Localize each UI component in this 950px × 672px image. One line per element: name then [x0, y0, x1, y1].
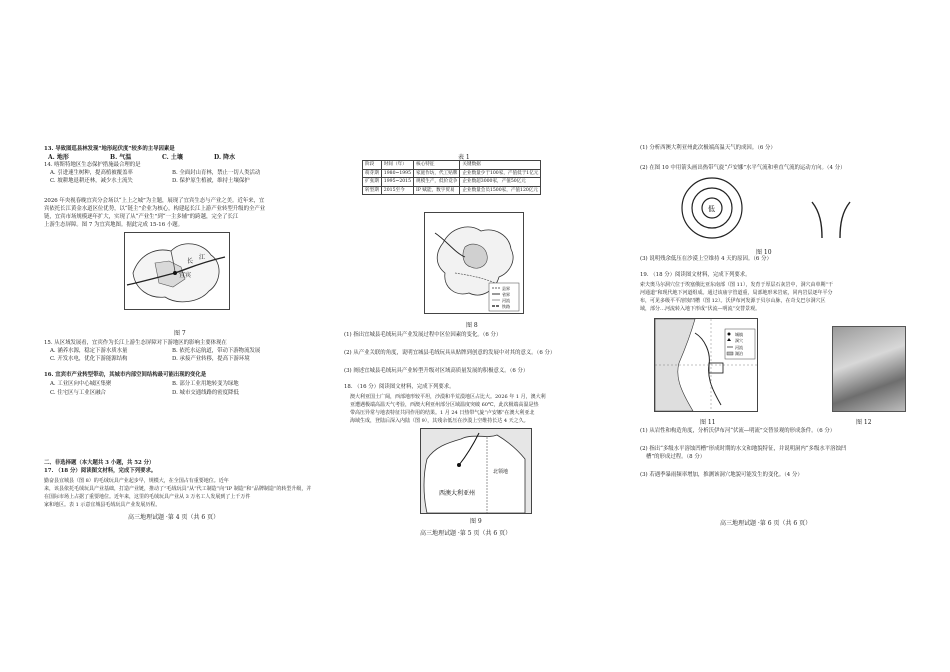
- table-header: 核心特征: [414, 161, 460, 170]
- fig8-legend-label: 河流: [502, 298, 510, 303]
- fig8-map-svg: [425, 213, 523, 313]
- section2-header: 二、非选择题（本大题共 3 小题，共 52 分）: [44, 460, 155, 466]
- q16-option-d: D. 城市交通线路的密度降低: [172, 390, 239, 396]
- figure-8-map: [424, 212, 524, 314]
- q13-option-a: A. 地形: [48, 154, 69, 161]
- table-cell: 企业数超3000家，产值50亿元: [460, 178, 541, 187]
- table-row: [363, 169, 541, 178]
- table-cell: 规模生产，低价竞争: [414, 178, 460, 187]
- q18-sub3: (3) 说明残余低压在沙漠上空维持 4 天的原因。（6 分）: [640, 256, 772, 262]
- fig12-caption: 图 12: [856, 419, 872, 426]
- fig10-center-label: 低: [708, 205, 715, 213]
- fig7-label-jiang: 江: [199, 255, 206, 261]
- fig11-legend-label: 湖泊: [735, 351, 743, 356]
- fig10-caption: 图 10: [756, 249, 772, 256]
- q14-option-a: A. 引进速生树种，提高植被覆盖率: [50, 170, 133, 176]
- table-header: 时间（年）: [381, 161, 413, 170]
- q18-sub1: (1) 分析西澳大利亚州此次极端高温天气的成因。（6 分）: [640, 145, 776, 151]
- q13-option-d: D. 降水: [214, 154, 236, 161]
- fig11-legend-label: 洞穴: [735, 338, 743, 343]
- passage4-line3: 布，可见多级平平溶蚀凹槽（图 12）。沃伊布河发源于贝尔山脉，在奇戈巴尔洞穴区: [640, 298, 826, 304]
- passage3-line2: 亚遭遇极端高温天气考验，西澳大利亚州部分区域温度突破 60℃，此次极端高温是热: [350, 402, 539, 408]
- passage1-line4: 上游生态屏障。图 7 为宜宾地图。据此完成 15-16 小题。: [44, 222, 184, 228]
- fig7-label-chang: 长: [187, 259, 194, 265]
- q16-option-c: C. 住宅区与工业区融合: [50, 390, 106, 396]
- fig7-label-yibin: 宜宾: [179, 273, 192, 279]
- q13-option-c: C. 土壤: [162, 154, 183, 161]
- q18-sub2: (2) 在图 10 中用箭头画出热带气旋“卢安娜”水平气流和垂直气流的运动方向。（4 分）: [640, 165, 846, 171]
- q16-stem: 16. 宜宾市产业转型带动，其城市内部空间结构最可能出现的变化是: [44, 372, 207, 378]
- q13-option-b: B. 气温: [110, 154, 132, 161]
- table-header: 阶段: [363, 161, 382, 170]
- fig8-legend-label: 铁路: [502, 304, 510, 309]
- q14-option-c: C. 坡耕地退耕还林，减少水土流失: [50, 178, 133, 184]
- q16-option-b: B. 部分工业用地转变为绿地: [172, 381, 239, 387]
- q13-header: 13. 导致图巡县林发现“地形起伏度”较多的主导因素是: [44, 146, 175, 152]
- fig7-caption: 图 7: [174, 330, 186, 337]
- fig8-legend-label: 县界: [502, 286, 510, 291]
- q17-sub1: (1) 指出宜城县毛绒玩具产业发展过程中区位因素的变化。（6 分）: [344, 332, 502, 338]
- q14-option-b: B. 全面封山育林，禁止一切人类活动: [172, 170, 261, 176]
- page-4: [0, 0, 320, 672]
- q19-sub2-line2: 槽”的形成过程。（8 分）: [646, 454, 706, 460]
- table-cell: 2015至今: [381, 186, 413, 195]
- passage3-line1: 澳大利亚国土广阔，西部地形较平坦，沙漠和半荒漠地区占比大。2026 年 1 月，澳大利: [350, 394, 546, 400]
- city-marker: [173, 271, 177, 275]
- passage3-line4: 海域生成，登陆后深入内陆（图 9），其残余低压在沙漠上空维持长达 4 天之久。: [350, 418, 529, 424]
- q16-option-a: A. 工业区向中心城区集聚: [50, 381, 112, 387]
- fig11-map-svg: [655, 319, 757, 411]
- fig9-label-nt: 北领地: [493, 470, 509, 475]
- table1-caption: 表 1: [458, 154, 470, 161]
- passage4-line1: 索夫奥马尔洞穴位于埃塞俄比亚东南部（图 11），发育于厚层石灰岩中，洞穴由单期“干: [640, 282, 834, 288]
- page-5: [320, 0, 632, 672]
- table-1: [362, 160, 541, 195]
- q17-sub2: (2) 从产业关联的角度，说明宜城县毛绒玩具从贴牌到创意的发展中对其的意义。（6 分）: [344, 350, 556, 356]
- figure-12-cave-photo: [832, 326, 906, 412]
- table-header: 关键数据: [460, 161, 541, 170]
- table-cell: 家庭作坊，代工贴牌: [414, 169, 460, 178]
- fig9-caption: 图 9: [470, 518, 482, 525]
- yibin-map-svg: [125, 233, 229, 309]
- q14-stem: 14. 喀斯特地区生态保护措施最合理的是: [44, 162, 141, 168]
- passage1-line2: 宾依托长江黄金水道区位优势，以“链主”企业为核心，构建起长江上游产业转型升级的全产业: [44, 206, 266, 212]
- passage4-line4: 域，部分…河流转入地下形成“伏流—明流”交替景观。: [640, 306, 761, 312]
- figure-11-map: [654, 318, 758, 412]
- q15-option-b: B. 依托水运航道，带动下游物流发展: [172, 348, 261, 354]
- table-cell: 扩张期: [363, 178, 382, 187]
- fig9-label-wa: 西澳大利亚州: [439, 491, 476, 497]
- fig11-legend-label: 河流: [735, 345, 743, 350]
- page-6: [632, 0, 950, 672]
- table-cell: 企业数量会员1500家，产值120亿元: [460, 186, 541, 195]
- fig8-caption: 图 8: [466, 322, 478, 329]
- q15-option-a: A. 涵养水源，稳定下游水质水量: [50, 348, 128, 354]
- q18-header: 18. （16 分）阅读图文材料，完成下列要求。: [344, 384, 455, 390]
- figure-9-map: [420, 428, 532, 514]
- passage1-line3: 链，宜宾市场规模逐年扩大，实现了从“产业生”到“一主多辅”的跨越，完全了长江: [44, 214, 239, 220]
- q15-stem: 15. 从区域发展看，宜宾作为长江上游生态屏障对下游地区的影响主要体现在: [44, 340, 227, 346]
- table-cell: 1980~1995: [381, 169, 413, 178]
- passage2-line4: 家和地区。表 1 示意宜城县毛绒玩具产业发展历程。: [44, 502, 161, 508]
- figure-7-map: [124, 232, 230, 310]
- q19-sub3: (3) 若遇季暴雨频率增加，推测该洞穴地貌可能发生的变化。（4 分）: [640, 472, 803, 478]
- q19-sub1: (1) 从岩性和构造角度，分析沃伊布河“伏流—明流”交替景观的形成条件。（6 分）: [640, 428, 836, 434]
- passage3-line3: 带高压异常与地表特征共同作用的结果。1 月 24 日热带气旋“卢安娜”在澳大利亚北: [350, 410, 535, 416]
- q17-header: 17. （18 分）阅读图文材料，完成下列要求。: [44, 468, 157, 474]
- q19-sub2-line1: (2) 指出“多级水平溶蚀凹槽”形成时期的水文和地貌特征，并说明洞内“多级水平溶蚀凹: [640, 446, 847, 452]
- table-cell: 转型期: [363, 186, 382, 195]
- table-cell: IP 赋能，数字贸易: [414, 186, 460, 195]
- q15-option-d: D. 承接产业转移，提高下游环境: [172, 356, 250, 362]
- q15-option-c: C. 开发水电，优化下游能源结构: [50, 356, 128, 362]
- table-cell: 1995~2015: [381, 178, 413, 187]
- q19-header: 19. （18 分）阅读图文材料，完成下列要求。: [640, 272, 751, 278]
- passage2-line1: 勤奋县宜城县（图 8）的毛绒玩具产业起步早，规模大，在全国占有重要地位。近年: [44, 478, 229, 484]
- footer-page-4: 高三地理试题 ·第 4 页（共 6 页）: [128, 514, 220, 521]
- fig11-legend-label: 城镇: [735, 332, 743, 337]
- passage4-line2: 河通道”和现代地下河道组成。通过该庙宇管道重，局部地形米岩底，同内岩层逐年平分: [640, 290, 833, 296]
- footer-page-6: 高三地理试题 ·第 6 页（共 6 页）: [720, 520, 812, 527]
- figure-10-diagram: [672, 172, 882, 246]
- table-cell: 企业数量少于100家，产值低于1亿元: [460, 169, 541, 178]
- table-cell: 萌芽期: [363, 169, 382, 178]
- passage1-line1: 2026 年央视春晚宜宾分会场以“上上之城”为主题，展现了宜宾生态与产业之美。近年来，宜: [44, 198, 265, 204]
- table-row: [363, 186, 541, 195]
- table-header-row: [363, 161, 541, 170]
- fig8-legend-label: 省界: [502, 292, 510, 297]
- fig11-caption: 图 11: [700, 419, 716, 426]
- q14-option-d: D. 保护原生植被，维持土壤保护: [172, 178, 250, 184]
- table-row: [363, 178, 541, 187]
- footer-page-5: 高三地理试题 ·第 5 页（共 6 页）: [420, 530, 512, 537]
- q17-sub3: (3) 阐述宜城县毛绒玩具产业转型升级对区域高质量发展的积极意义。（6 分）: [344, 368, 529, 374]
- fig9-map-svg: [421, 429, 531, 513]
- passage2-line3: 在国际市场上占据了重要地位。近年来，这里的毛绒玩具产业从 3 万名工人发展到了上千万件: [44, 494, 251, 500]
- passage2-line2: 来，该县依托毛绒玩具产业基础，打造产业链，推动了“毛绒玩具”从“代工制造”向“IP 制造”和“品牌制造”的转型升级，并: [44, 486, 312, 492]
